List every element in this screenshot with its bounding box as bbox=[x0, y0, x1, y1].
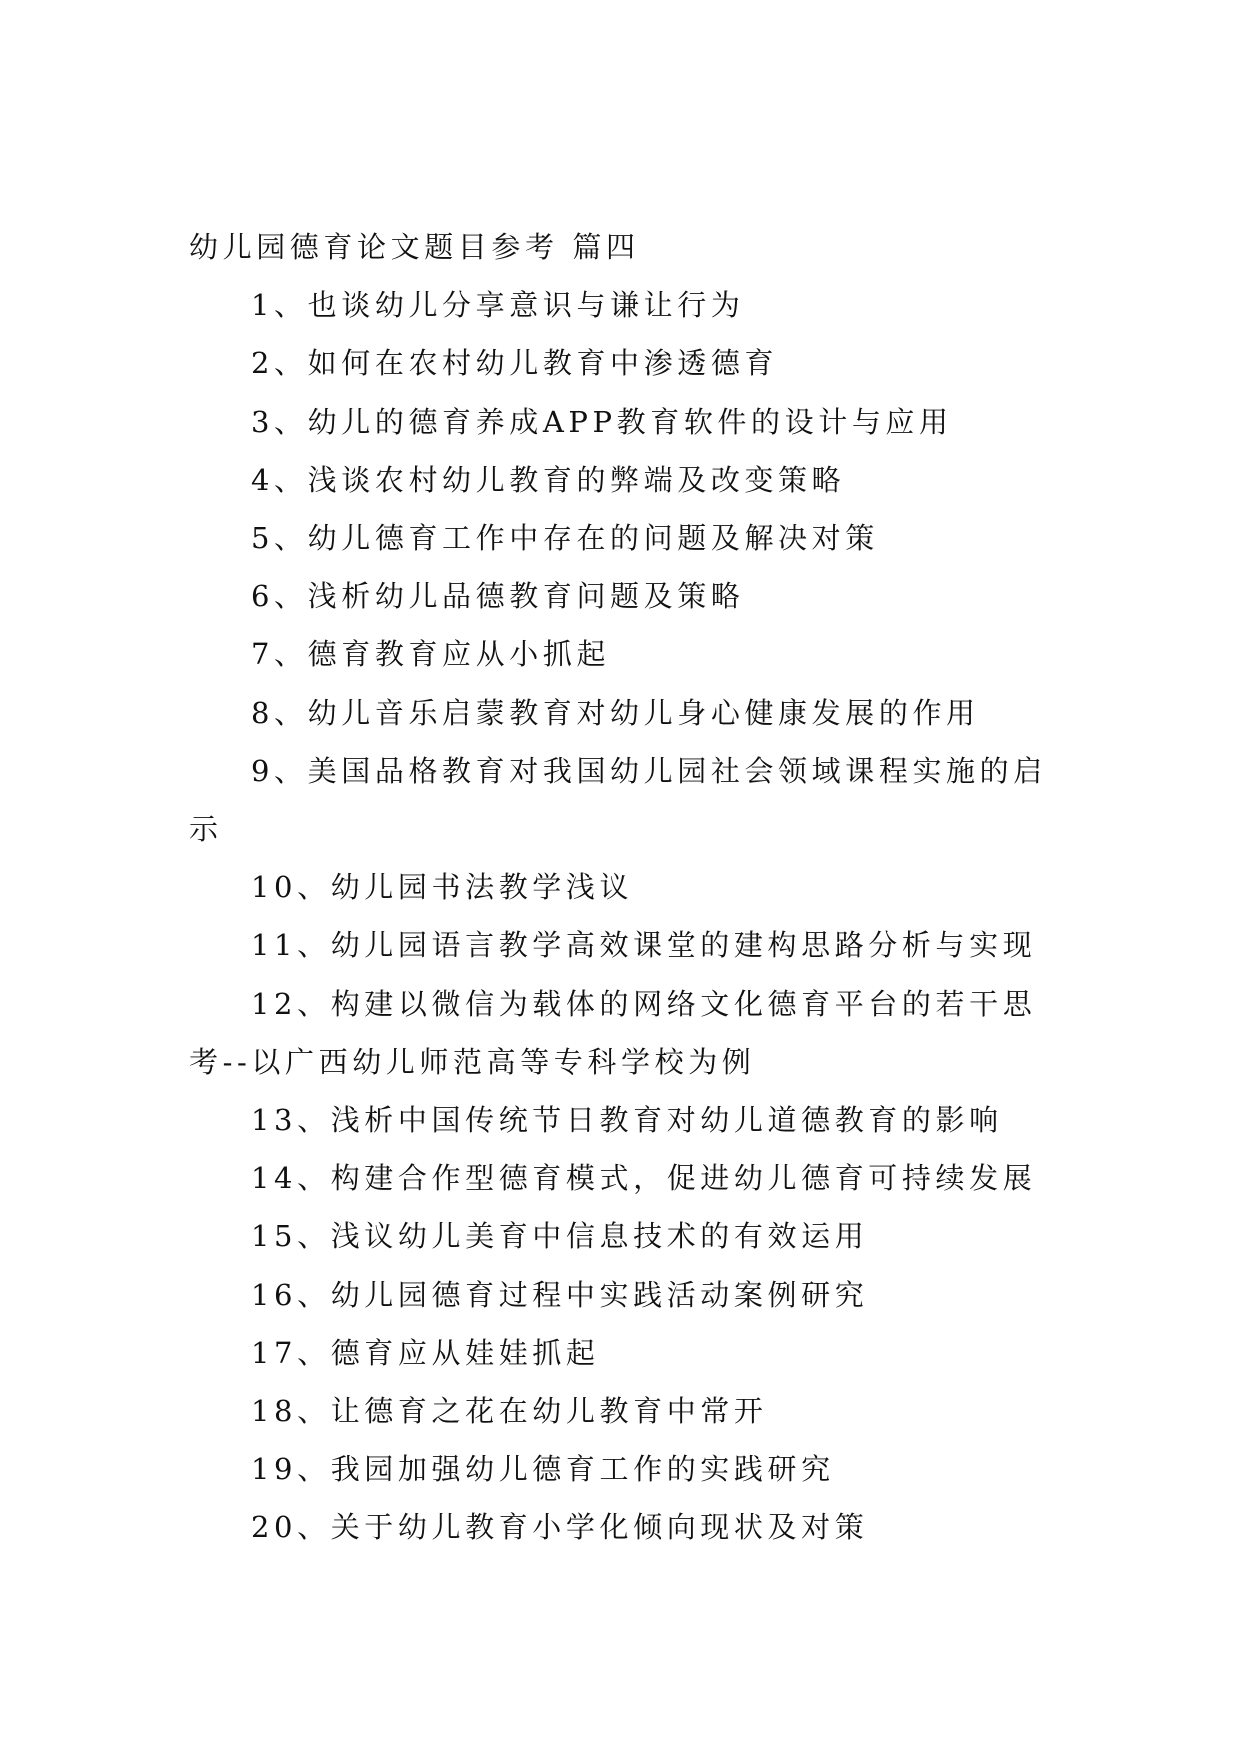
list-item: 4、浅谈农村幼儿教育的弊端及改变策略 bbox=[251, 462, 846, 497]
list-item: 6、浅析幼儿品德教育问题及策略 bbox=[251, 579, 745, 614]
list-item: 5、幼儿德育工作中存在的问题及解决对策 bbox=[251, 521, 879, 556]
list-item: 2、如何在农村幼儿教育中渗透德育 bbox=[251, 346, 779, 381]
list-item: 15、浅议幼儿美育中信息技术的有效运用 bbox=[251, 1219, 869, 1254]
list-item: 8、幼儿音乐启蒙教育对幼儿身心健康发展的作用 bbox=[251, 695, 980, 730]
list-item: 17、德育应从娃娃抓起 bbox=[251, 1335, 600, 1370]
list-item: 12、构建以微信为载体的网络文化德育平台的若干思考--以广西幼儿师范高等专科学校为例 bbox=[189, 986, 1037, 1079]
list-item: 11、幼儿园语言教学高效课堂的建构思路分析与实现 bbox=[251, 928, 1037, 963]
document-title: 幼儿园德育论文题目参考 篇四 bbox=[189, 230, 640, 264]
document-body bbox=[189, 218, 1059, 1557]
list-item: 16、幼儿园德育过程中实践活动案例研究 bbox=[251, 1277, 869, 1312]
list-item: 1、也谈幼儿分享意识与谦让行为 bbox=[251, 288, 745, 323]
list-item: 20、关于幼儿教育小学化倾向现状及对策 bbox=[251, 1510, 869, 1545]
list-item: 14、构建合作型德育模式，促进幼儿德育可持续发展 bbox=[251, 1161, 1037, 1196]
list-item: 19、我园加强幼儿德育工作的实践研究 bbox=[251, 1452, 835, 1487]
list-item: 13、浅析中国传统节日教育对幼儿道德教育的影响 bbox=[251, 1103, 1003, 1138]
list-item: 7、德育教育应从小抓起 bbox=[251, 637, 611, 672]
list-item: 10、幼儿园书法教学浅议 bbox=[251, 870, 634, 905]
list-item: 18、让德育之花在幼儿教育中常开 bbox=[251, 1394, 768, 1429]
list-item: 9、美国品格教育对我国幼儿园社会领域课程实施的启示 bbox=[189, 753, 1047, 847]
list-item: 3、幼儿的德育养成APP教育软件的设计与应用 bbox=[251, 404, 953, 439]
